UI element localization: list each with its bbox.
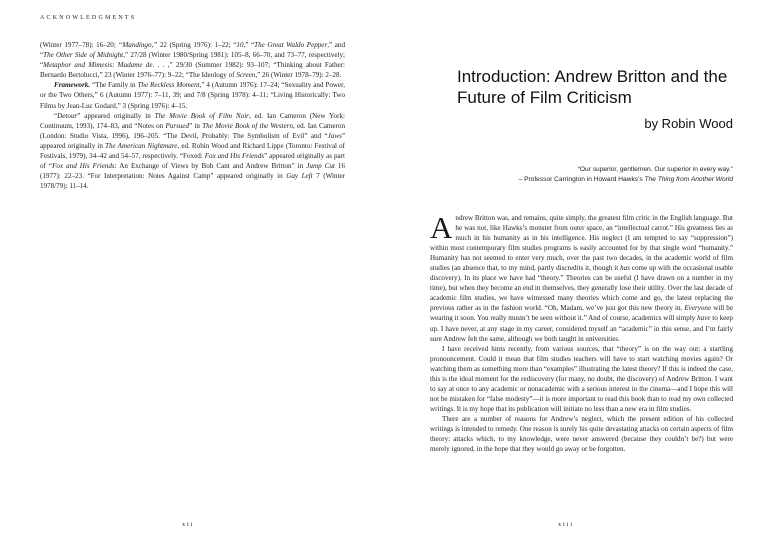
right-page: [385, 0, 770, 550]
body-paragraph: [430, 210, 734, 344]
body-paragraph: There are a number of reasons for Andrew’s neglect, which the present edition of his collected writings is intended to remedy. One reason is surely his quite devastating attacks on certain aspects of film theory: attacks which, to my knowledge, were never answered (because they couldn’t be?) but were merely ignored, in the hope that they would go away or be forgotten.: [430, 414, 733, 454]
chapter-title: Introduction: Andrew Britton and the Future of Film Criticism: [457, 67, 728, 107]
body-paragraph: I have received hints recently, from various sources, that “theory” is on the way out: a startling pronouncement. Could it mean that film studies teachers will have to start watching movies again? Or watching them as something more than “examples” illustrating the latest theory? If this is indeed the case, this is the ideal moment for the rediscovery (for many, no doubt, the discovery) of Andrew Britton. I want to say at once to any academic or nonacademic with a serious interest in the cinema—and I hope this will not be mistaken for “false modesty”—it is more important to read this book than to read my own collected writings. It is my hope that its publication will initiate no less than a new era in film studies.: [430, 344, 733, 413]
page-number-right: xiii: [558, 522, 575, 528]
author-byline: by Robin Wood: [644, 116, 733, 131]
drop-cap: A: [430, 210, 453, 245]
ack-paragraph: (Winter 1977–78): 16–20; “Mandingo,” 22 (Spring 1976): 1–22; “10,” “The Great Waldo Pepper,” and “The Other Side of Midnight,” 27/28 (Winter 1980/Spring 1981): 105–8, 66–70, and 73–77, respectively; “Metaphor and Mimesis: Madame de. . . ,” 29/30 (Summer 1982): 93–107; “Thinking about Father: Bernardo Bertolucci,” 23 (Winter 1976–77): 9–22; “The Ideology of Screen,” 26 (Winter 1978–79): 2–28.: [40, 41, 346, 80]
running-head: ACKNOWLEDGMENTS: [40, 15, 137, 21]
epigraph-quote: “Our superior, gentlemen. Our superior in every way.”: [577, 166, 733, 173]
page-number-left: xii: [182, 522, 195, 528]
body-paragraph-text: ndrew Britton was, and remains, quite simply, the greatest film critic in the English language. But he was not, like Hawks’s monster from outer space, an “intellectual carrot.” His greatness lies as much in his humanity as in his intelligence. His neglect (I am tempted to say “suppression”) within most contemporary film studies programs is easily accounted for by that single word “humanity.” Humanity has not seemed to enter very much, over the past two decades, in the academic world of film studies (an absence that, to my mind, partly discredits it, though it has come up with the occasional usable discovery). In its place we have had “theory.” Theories can be useful (I have drawn on a number in my time), but when they become an end in themselves, they generally lose their utility. Over the last decade of academic film studies, we have witnessed many theories which come and go, the latest replacing the previous rather as in the fashion world. “Oh, Madam, we’ve just got this new theory in. Everyone will be wearing it soon. You really mustn’t be seen without it.” And of course, academics will simply have to keep up. I have never, at any stage in my career, considered myself an “academic” in this sense, and I’m fairly sure Andrew felt the same, although we both taught in universities.: [430, 214, 734, 343]
epigraph-attribution: – Professor Carrington in Howard Hawks’s The Thing from Another World: [518, 175, 733, 183]
epigraph: [433, 165, 733, 184]
introduction-body: [430, 210, 734, 454]
ack-paragraph: “Detour” appeared originally in The Movie Book of Film Noir, ed. Ian Cameron (New York: Continuum, 1993), 174–83, and “Notes on Pursued” in The Movie Book of the Western, ed. Ian Cameron (London: Studio Vista, 1996), 196–205. “The Devil, Probably: The Symbolism of Evil” and “Jaws” appeared originally in The American Nightmare, ed. Robin Wood and Richard Lippe (Toronto: Festival of Festivals, 1979), 34–42 and 54–57, respectively. “Foxed: Fox and His Friends” appeared originally as part of “Fox and His Friends: An Exchange of Views by Bob Cant and Andrew Britton” in Jump Cut 16 (1977): 22–23. “For Interpretation: Notes Against Camp” appeared originally in Gay Left 7 (Winter 1978/79): 11–14.: [40, 111, 346, 191]
ack-paragraph: Framework. “The Family in The Reckless Moment,” 4 (Autumn 1976): 17–24; “Sexuality and Power, or the Two Others,” 6 (Autumn 1977): 7–11, 39; and 7/8 (Spring 1978): 4–11; “Living Historically: Two Films by Jean-Luc Godard,” 3 (Spring 1976): 4–15.: [40, 81, 346, 110]
acknowledgments-body: [40, 40, 345, 191]
